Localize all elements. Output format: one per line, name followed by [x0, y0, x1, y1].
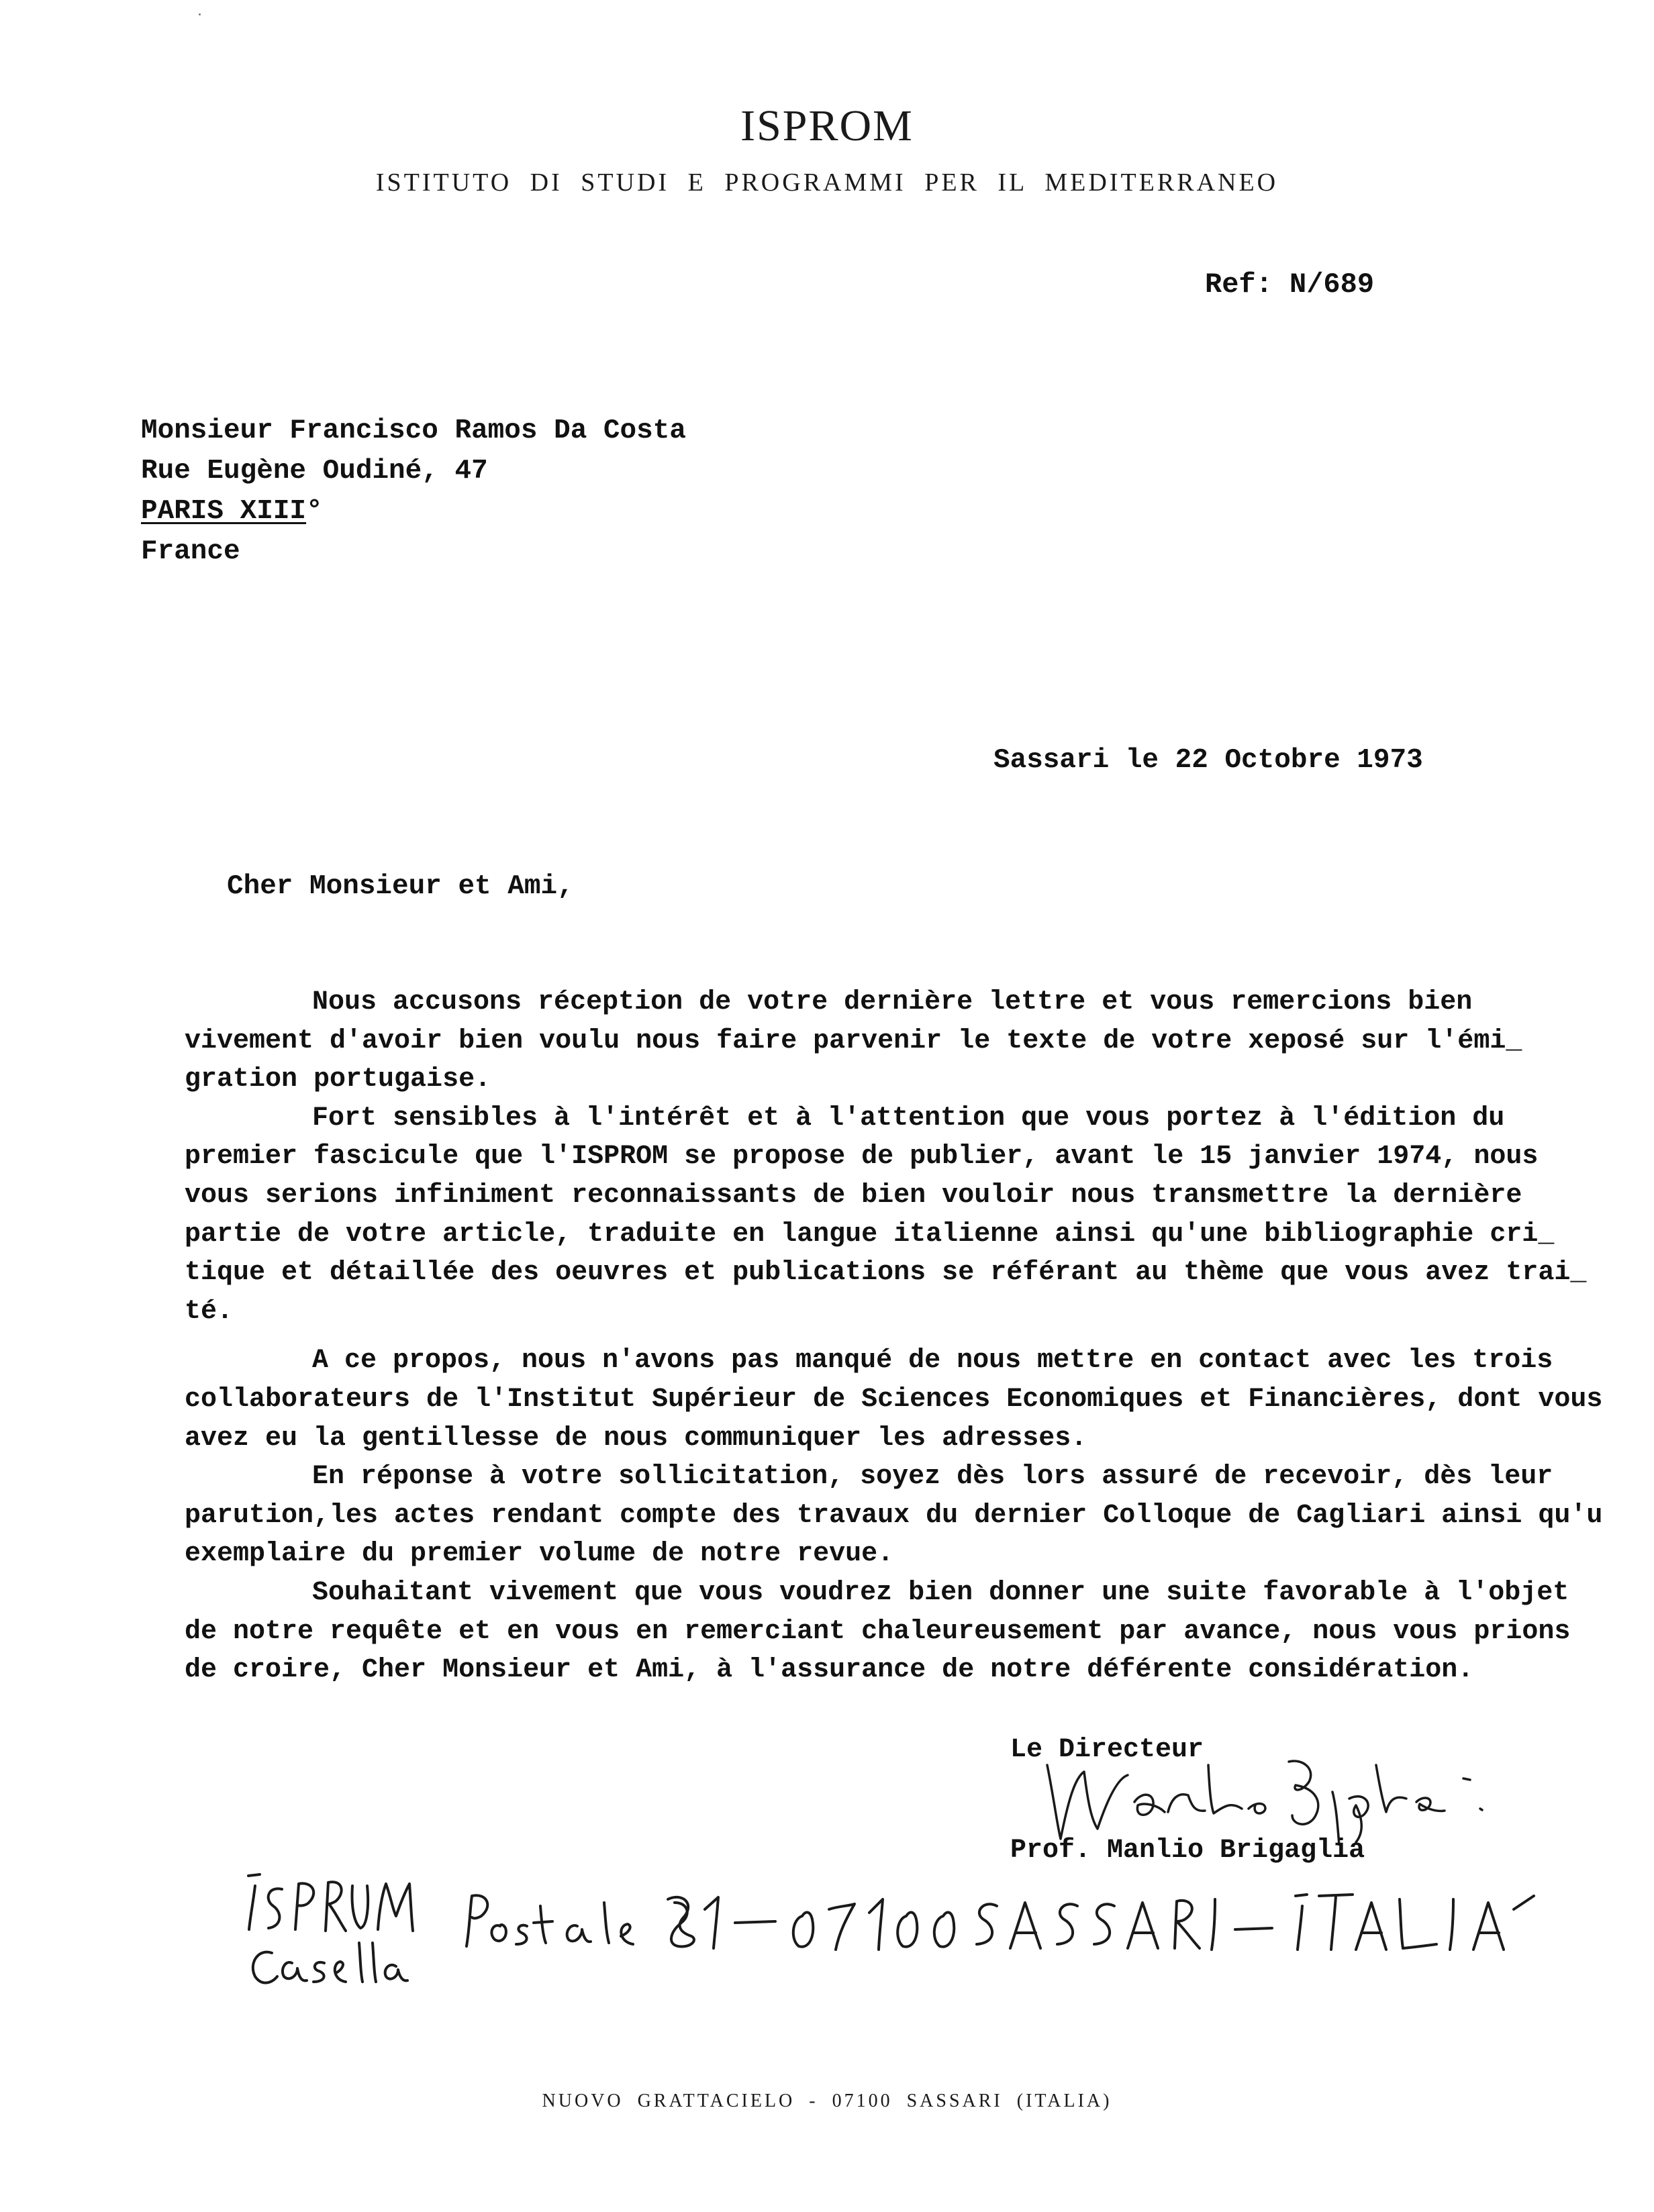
scan-speck	[199, 13, 201, 15]
org-name: ISPROM	[740, 101, 914, 150]
body-line: exemplaire du premier volume de notre revue.	[185, 1539, 894, 1570]
paragraph-gap	[185, 1331, 1635, 1342]
body-line: avez eu la gentillesse de nous communiquer les adresses.	[185, 1423, 1087, 1454]
body-line: té.	[185, 1296, 234, 1327]
org-full-name: ISTITUTO DI STUDI E PROGRAMMI PER IL MEDITERRANEO	[375, 168, 1279, 197]
date-line: Sassari le 22 Octobre 1973	[993, 745, 1423, 776]
body-line: gration portugaise.	[185, 1064, 491, 1095]
paragraph-4	[185, 1458, 1635, 1574]
recipient-city-line	[141, 491, 686, 532]
paragraph-3	[185, 1342, 1635, 1458]
letter-body	[185, 983, 1635, 1690]
recipient-city-suffix: °	[306, 496, 323, 527]
handwritten-address-note	[245, 1869, 1554, 1997]
paragraph-1	[185, 983, 1635, 1099]
body-line: parution,les actes rendant compte des travaux du dernier Colloque de Cagliari ainsi qu'u	[185, 1500, 1603, 1531]
paragraph-2	[185, 1099, 1635, 1331]
body-line: vivement d'avoir bien voulu nous faire parvenir le texte de votre xeposé sur l'émi_	[185, 1025, 1522, 1056]
recipient-name: Monsieur Francisco Ramos Da Costa	[141, 415, 686, 446]
body-line: vous serions infiniment reconnaissants de bien vouloir nous transmettre la dernière	[185, 1180, 1522, 1211]
letterhead-footer: NUOVO GRATTACIELO - 07100 SASSARI (ITALIA)	[542, 2091, 1112, 2111]
body-line: A ce propos, nous n'avons pas manqué de nous mettre en contact avec les trois	[312, 1346, 1553, 1376]
signatory-name: Prof. Manlio Brigaglia	[1010, 1836, 1365, 1866]
reference-number: Ref: N/689	[1205, 268, 1375, 301]
body-line: tique et détaillée des oeuvres et publications se référant au thème que vous avez trai_	[185, 1258, 1587, 1289]
closing-title: Le Directeur	[1010, 1735, 1204, 1765]
recipient-country: France	[141, 536, 240, 567]
body-line: Fort sensibles à l'intérêt et à l'attention que vous portez à l'édition du	[312, 1103, 1505, 1134]
recipient-street: Rue Eugène Oudiné, 47	[141, 456, 488, 487]
body-line: En réponse à votre sollicitation, soyez dès lors assuré de recevoir, dès leur	[312, 1462, 1553, 1493]
body-line: partie de votre article, traduite en langue italienne ainsi qu'une bibliographie cri_	[185, 1219, 1555, 1250]
body-line: collaborateurs de l'Institut Supérieur de Sciences Economiques et Financières, dont vous	[185, 1384, 1603, 1415]
body-line: Souhaitant vivement que vous voudrez bien donner une suite favorable à l'objet	[312, 1577, 1569, 1608]
recipient-address	[141, 411, 686, 572]
body-line: de notre requête et en vous en remerciant chaleureusement par avance, nous vous prions	[185, 1616, 1571, 1647]
paragraph-5	[185, 1574, 1635, 1690]
body-line: de croire, Cher Monsieur et Ami, à l'assurance de notre déférente considération.	[185, 1655, 1474, 1686]
handwritten-signature	[1034, 1738, 1557, 1846]
body-line: premier fascicule que l'ISPROM se propose de publier, avant le 15 janvier 1974, nous	[185, 1142, 1539, 1172]
body-line: Nous accusons réception de votre dernière lettre et vous remercions bien	[312, 987, 1473, 1017]
recipient-city: PARIS XIII	[141, 496, 307, 527]
salutation: Cher Monsieur et Ami,	[227, 871, 574, 902]
